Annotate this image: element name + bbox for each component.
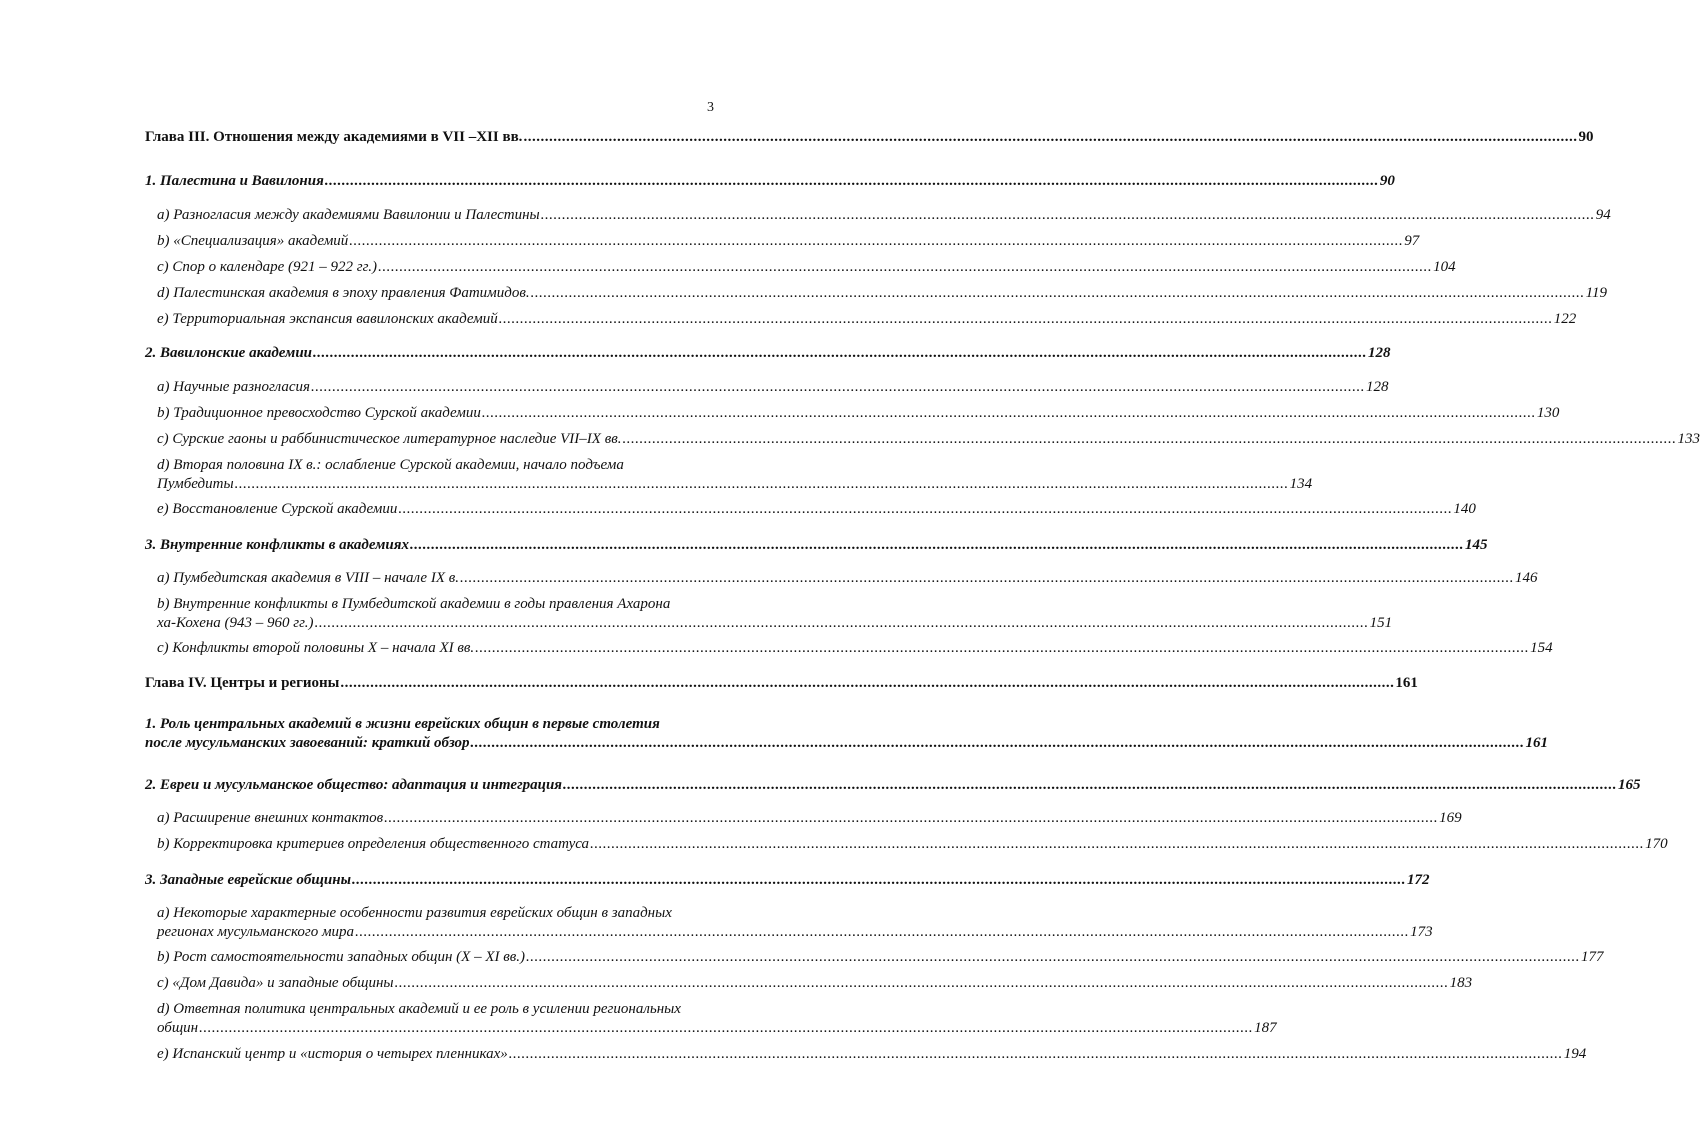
toc-entry-title-line1: d) Вторая половина IX в.: ослабление Сурской академии, начало подъема (157, 457, 624, 473)
toc-entry-title: a) Научные разногласия (157, 379, 311, 395)
leader-dots (378, 258, 1432, 277)
toc-subsection[interactable] (157, 430, 1700, 449)
toc-entry-title: c) Сурские гаоны и раббинистическое литературное наследие VII–IX вв. (157, 431, 622, 447)
toc-page-number: 122 (1553, 311, 1577, 327)
toc-entry-title: 2. Вавилонские академии (145, 345, 312, 361)
leader-dots (460, 569, 1514, 588)
leader-dots (499, 310, 1553, 329)
toc-entry-title: d) Палестинская академия в эпоху правления Фатимидов. (157, 285, 530, 301)
leader-dots (482, 404, 1536, 423)
toc-page-number: 177 (1581, 949, 1604, 965)
toc-page-number: 161 (1395, 675, 1418, 691)
toc-page-number: 151 (1369, 615, 1393, 631)
leader-dots (199, 1019, 1253, 1038)
leader-dots (398, 500, 1452, 519)
toc-entry-title: b) Традиционное превосходство Сурской академии (157, 405, 481, 421)
leader-dots (523, 128, 1577, 147)
toc-subsection[interactable] (157, 310, 1577, 329)
toc-entry-title-line1: b) Внутренние конфликты в Пумбедитской академии в годы правления Ахарона (157, 596, 671, 612)
toc-subsection[interactable] (157, 809, 1462, 828)
toc-entry-title-line1: d) Ответная политика центральных академий и ее роль в усилении региональных (157, 1001, 681, 1017)
toc-entry-title: b) Корректировка критериев определения общественного статуса (157, 836, 590, 852)
leader-dots (470, 734, 1524, 753)
toc-entry-title: b) Рост самостоятельности западных общин (X – XI вв.) (157, 949, 526, 965)
toc-page-number: 172 (1407, 872, 1430, 888)
toc-page-number: 130 (1536, 405, 1560, 421)
toc-subsection[interactable] (157, 569, 1538, 588)
toc-entry-title: a) Разногласия между академиями Вавилонии и Палестины (157, 207, 540, 223)
leader-dots (563, 776, 1617, 795)
toc-subsection[interactable] (157, 1045, 1587, 1064)
toc-page-number: 140 (1453, 501, 1476, 517)
toc-chapter-4[interactable] (145, 674, 1418, 693)
toc-entry-title: a) Расширение внешних контактов (157, 810, 384, 826)
toc-entry-title: c) «Дом Давида» и западные общины (157, 975, 394, 991)
toc-subsection[interactable] (157, 639, 1553, 658)
toc-subsection[interactable] (157, 500, 1476, 519)
toc-entry-title: e) Испанский центр и «история о четырех пленниках» (157, 1046, 508, 1062)
toc-subsection[interactable] (157, 595, 1393, 633)
leader-dots (526, 948, 1580, 967)
toc-page-number: 169 (1439, 810, 1462, 826)
leader-dots (355, 923, 1409, 942)
toc-entry-title-line2: после мусульманских завоеваний: краткий обзор (145, 735, 470, 751)
toc-section-central-academies-role[interactable] (145, 715, 1548, 753)
toc-page-number: 90 (1578, 129, 1594, 145)
toc-entry-title: e) Восстановление Сурской академии (157, 501, 398, 517)
leader-dots (509, 1045, 1563, 1064)
toc-entry-title: e) Территориальная экспансия вавилонских академий (157, 311, 498, 327)
toc-subsection[interactable] (157, 456, 1313, 494)
leader-dots (315, 614, 1369, 633)
toc-entry-title-line2: ха-Кохена (943 – 960 гг.) (157, 615, 314, 631)
toc-subsection[interactable] (157, 378, 1389, 397)
leader-dots (235, 475, 1289, 494)
toc-section-babylonian-academies[interactable] (145, 344, 1391, 363)
leader-dots (384, 809, 1438, 828)
toc-page-number: 170 (1645, 836, 1668, 852)
toc-subsection[interactable] (157, 948, 1604, 967)
toc-page-number: 133 (1677, 431, 1700, 447)
toc-entry-title: b) «Специализация» академий (157, 233, 349, 249)
leader-dots (395, 974, 1449, 993)
leader-dots (311, 378, 1365, 397)
toc-subsection[interactable] (157, 404, 1560, 423)
toc-entry-title: Глава IV. Центры и регионы (145, 675, 340, 691)
toc-page-number: 97 (1404, 233, 1420, 249)
toc-subsection[interactable] (157, 904, 1433, 942)
leader-dots (531, 284, 1585, 303)
toc-page-number: 161 (1525, 735, 1548, 751)
leader-dots (475, 639, 1529, 658)
toc-entry-title: 1. Палестина и Вавилония (145, 173, 324, 189)
toc-section-internal-conflicts[interactable] (145, 536, 1488, 555)
toc-page-number: 145 (1464, 537, 1488, 553)
toc-page-number: 146 (1515, 570, 1538, 586)
toc-subsection[interactable] (157, 258, 1456, 277)
toc-entry-title-line2: общин (157, 1020, 199, 1036)
toc-page-number: 94 (1595, 207, 1611, 223)
leader-dots (349, 232, 1403, 251)
toc-page-number: 183 (1449, 975, 1473, 991)
toc-entry-title: c) Спор о календаре (921 – 922 гг.) (157, 259, 378, 275)
toc-entry-title-line1: 1. Роль центральных академий в жизни еврейских общин в первые столетия (145, 716, 660, 732)
toc-page-number: 104 (1433, 259, 1456, 275)
toc-entry-title: 3. Западные еврейские общины (145, 872, 351, 888)
leader-dots (340, 674, 1394, 693)
toc-subsection[interactable] (157, 1000, 1277, 1038)
toc-subsection[interactable] (157, 284, 1607, 303)
toc-page-number: 187 (1254, 1020, 1277, 1036)
toc-page-number: 119 (1585, 285, 1607, 301)
toc-entry-title: Глава III. Отношения между академиями в VII –XII вв. (145, 129, 523, 145)
toc-entry-title-line1: a) Некоторые характерные особенности развития еврейских общин в западных (157, 905, 672, 921)
toc-entry-title: 3. Внутренние конфликты в академиях (145, 537, 409, 553)
leader-dots (352, 871, 1406, 890)
toc-entry-title: 2. Евреи и мусульманское общество: адаптация и интеграция (145, 777, 563, 793)
toc-subsection[interactable] (157, 974, 1473, 993)
toc-page-number: 134 (1289, 476, 1313, 492)
leader-dots (313, 344, 1367, 363)
toc-section-palestine-babylonia[interactable] (145, 172, 1395, 191)
toc-subsection[interactable] (157, 232, 1420, 251)
toc-chapter-3[interactable] (145, 128, 1594, 147)
toc-page-number: 154 (1530, 640, 1553, 656)
leader-dots (541, 206, 1595, 225)
toc-page-number: 173 (1410, 924, 1433, 940)
toc-entry-title: c) Конфликты второй половины X – начала XI вв. (157, 640, 475, 656)
leader-dots (590, 835, 1644, 854)
leader-dots (325, 172, 1379, 191)
toc-section-western-communities[interactable] (145, 871, 1430, 890)
leader-dots (410, 536, 1464, 555)
toc-entry-title-line2: регионах мусульманского мира (157, 924, 355, 940)
toc-page-number: 128 (1366, 379, 1389, 395)
toc-entry-title-line2: Пумбедиты (157, 476, 234, 492)
toc-section-jews-muslim-society[interactable] (145, 776, 1641, 795)
page-number: 3 (707, 100, 714, 115)
toc-subsection[interactable] (157, 206, 1611, 225)
toc-subsection[interactable] (157, 835, 1668, 854)
toc-page-number: 128 (1368, 345, 1391, 361)
toc-page-number: 90 (1379, 173, 1395, 189)
toc-page-number: 194 (1563, 1046, 1587, 1062)
toc-page-number: 165 (1618, 777, 1641, 793)
leader-dots (622, 430, 1676, 449)
toc-entry-title: a) Пумбедитская академия в VIII – начале IX в. (157, 570, 459, 586)
